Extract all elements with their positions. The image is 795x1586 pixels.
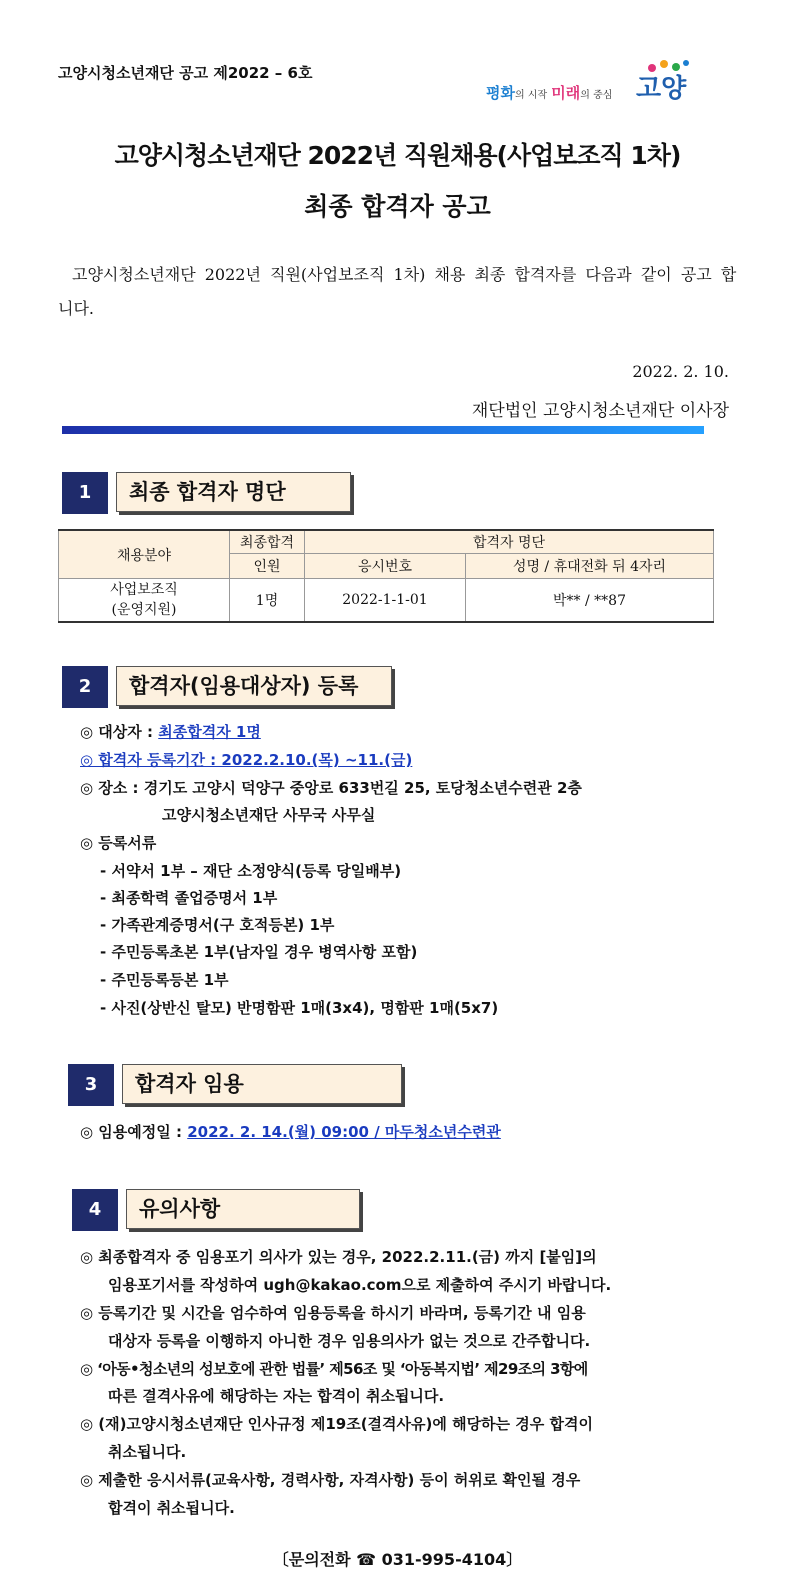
note-line: 합격이 취소됩니다. [108, 1499, 235, 1517]
place-line-2: 고양시청소년재단 사무국 사무실 [162, 806, 376, 824]
note-line: ◎ ‘아동•청소년의 성보호에 관한 법률’ 제56조 및 ‘아동복지법’ 제29조의 3항에 [80, 1360, 588, 1378]
page-title: 고양시청소년재단 2022년 직원채용(사업보조직 1차) [114, 141, 681, 170]
cell-exam-number: 2022-1-1-01 [305, 579, 466, 623]
doc-item: - 서약서 1부 – 재단 소정양식(등록 당일배부) [100, 862, 402, 880]
contact-phone: 〔문의전화 ☎ 031-995-4104〕 [272, 1550, 523, 1569]
note-line: ◎ 제출한 응시서류(교육사항, 경력사항, 자격사항) 등이 허위로 확인될 경우 [80, 1471, 581, 1489]
note-line: 취소됩니다. [108, 1443, 187, 1461]
intro-text: 고양시청소년재단 2022년 직원(사업보조직 1차) 채용 최종 합격자를 다음과 같이 공고 합니다. [58, 265, 737, 318]
target-label: ◎ 대상자 : [80, 723, 159, 741]
cell-field [59, 579, 230, 623]
th-list: 합격자 명단 [305, 530, 714, 554]
section-number: 2 [62, 666, 108, 708]
notice-date: 2022. 2. 10. [632, 362, 729, 381]
target-value: 최종합격자 1명 [158, 723, 261, 741]
cell-field-a: 사업보조직 [110, 582, 178, 598]
section-3-heading [68, 1064, 408, 1106]
issuer: 재단법인 고양시청소년재단 이사장 [471, 401, 729, 421]
th-count2: 인원 [230, 554, 305, 579]
doc-item: - 사진(상반신 탈모) 반명함판 1매(3x4), 명함판 1매(5x7) [100, 999, 499, 1017]
logo-slogan: 평화의 시작 미래의 중심 [486, 84, 613, 102]
docs-title: ◎ 등록서류 [80, 834, 157, 852]
passer-table [58, 529, 714, 623]
notice-number: 고양시청소년재단 공고 제2022 – 6호 [58, 64, 313, 82]
section-number: 4 [72, 1189, 118, 1231]
note-line: 따른 결격사유에 해당하는 자는 합격이 취소됩니다. [108, 1387, 445, 1405]
doc-item: - 주민등록초본 1부(남자일 경우 병역사항 포함) [100, 943, 418, 961]
divider-bar [62, 426, 704, 434]
appointment-value: 2022. 2. 14.(월) 09:00 / 마두청소년수련관 [187, 1123, 501, 1141]
note-line: 대상자 등록을 이행하지 아니한 경우 임용의사가 없는 것으로 간주합니다. [108, 1332, 591, 1350]
section-title: 최종 합격자 명단 [116, 472, 351, 512]
table-row [59, 579, 714, 623]
logo-city: 고양 [636, 74, 687, 104]
note-line: 임용포기서를 작성하여 ugh@kakao.com으로 제출하여 주시기 바랍니다. [108, 1276, 612, 1294]
section-number: 1 [62, 472, 108, 514]
cell-name-phone: 박** / **87 [466, 579, 714, 623]
target-line [80, 721, 261, 742]
th-name-phone: 성명 / 휴대전화 뒤 4자리 [466, 554, 714, 579]
doc-item: - 가족관계증명서(구 호적등본) 1부 [100, 916, 335, 934]
appointment-label: ◎ 임용예정일 : [80, 1123, 188, 1141]
th-exam-number: 응시번호 [305, 554, 466, 579]
th-count: 최종합격 [230, 530, 305, 554]
doc-item: - 주민등록등본 1부 [100, 971, 229, 989]
section-title: 합격자(임용대상자) 등록 [116, 666, 392, 706]
place-line: ◎ 장소 : 경기도 고양시 덕양구 중앙로 633번길 25, 토당청소년수련관 2층 [80, 779, 582, 797]
section-4-heading [72, 1189, 372, 1231]
note-line: ◎ 등록기간 및 시간을 엄수하여 임용등록을 하시기 바라며, 등록기간 내 임용 [80, 1304, 586, 1322]
section-number: 3 [68, 1064, 114, 1106]
cell-count: 1명 [230, 579, 305, 623]
note-line: ◎ 최종합격자 중 임용포기 의사가 있는 경우, 2022.2.11.(금) 까지 [붙임]의 [80, 1248, 597, 1266]
section-title: 유의사항 [126, 1189, 360, 1229]
note-line: ◎ (재)고양시청소년재단 인사규정 제19조(결격사유)에 해당하는 경우 합격이 [80, 1415, 593, 1433]
page-subtitle: 최종 합격자 공고 [304, 192, 491, 221]
section-2-heading [62, 666, 402, 708]
period-line: ◎ 합격자 등록기간 : 2022.2.10.(목) ~11.(금) [80, 751, 413, 769]
doc-item: - 최종학력 졸업증명서 1부 [100, 889, 278, 907]
th-field: 채용분야 [59, 530, 230, 579]
section-1-heading [62, 472, 362, 514]
cell-field-b: (운영지원) [111, 602, 177, 618]
appointment-line [80, 1121, 501, 1142]
section-title: 합격자 임용 [122, 1064, 402, 1104]
goyang-logo [478, 58, 698, 118]
